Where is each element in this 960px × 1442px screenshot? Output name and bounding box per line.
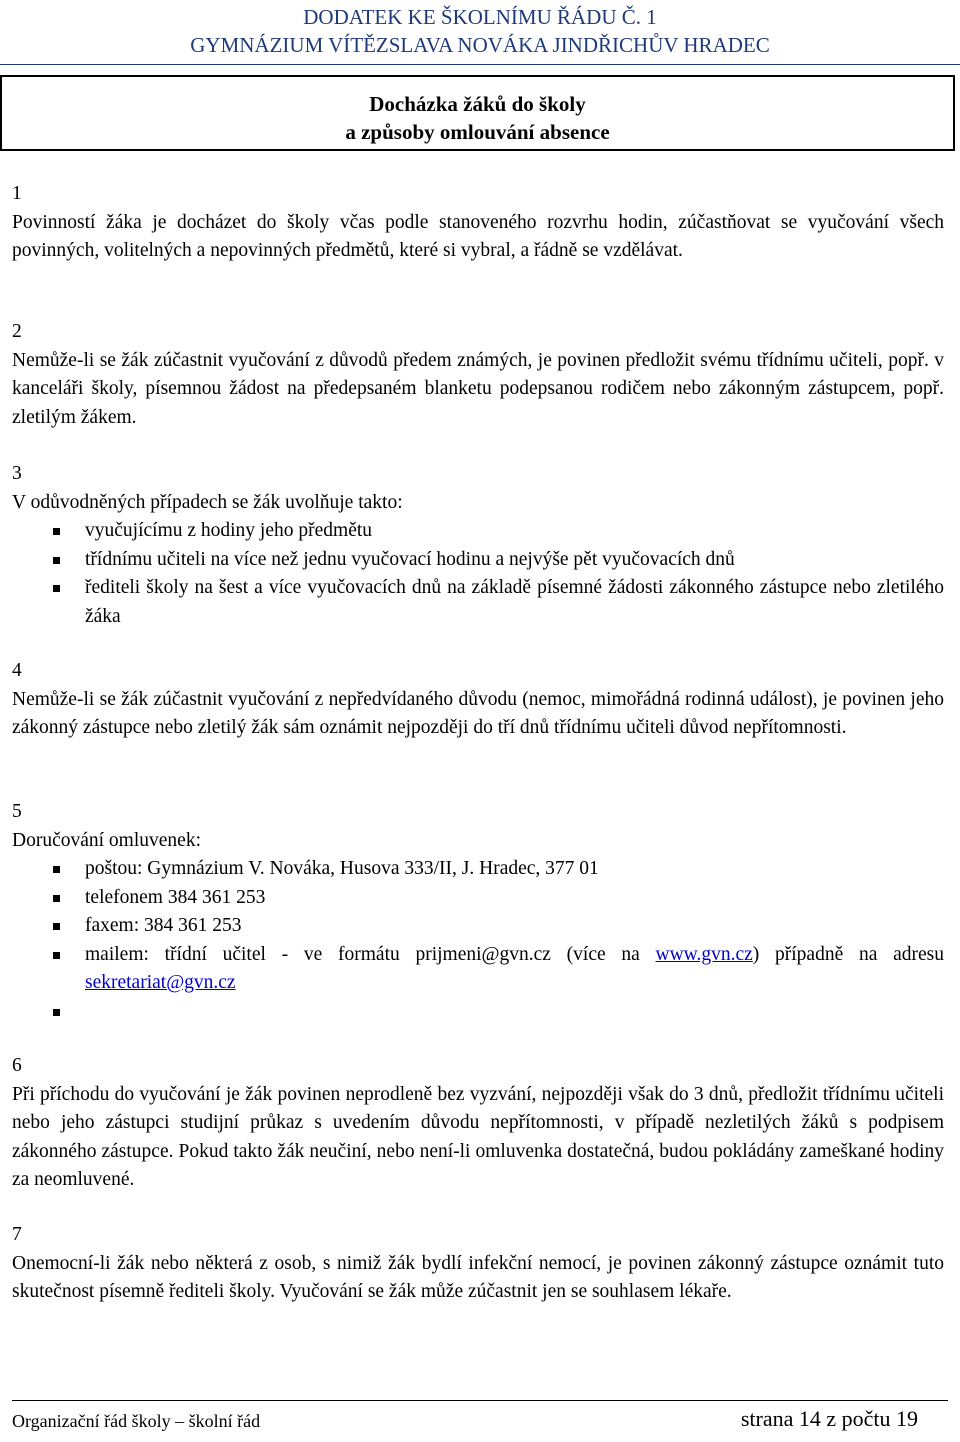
email-link[interactable]: sekretariat@gvn.cz — [85, 972, 236, 993]
square-bullet-icon — [53, 1009, 60, 1016]
square-bullet-icon — [53, 952, 60, 959]
paragraph-2 — [12, 318, 944, 432]
empty-list-item — [12, 998, 944, 1027]
paragraph-intro: V odůvodněných případech se žák uvolňuje takto: — [12, 491, 403, 513]
footer-page-number: strana 14 z počtu 19 — [740, 1406, 918, 1431]
paragraph-1 — [12, 180, 944, 266]
release-list — [12, 517, 944, 631]
square-bullet-icon — [53, 895, 60, 902]
list-item: řediteli školy na šest a více vyučovacích dnů na základě písemné žádosti zákonného zástupce nebo zletilého žáka — [12, 574, 944, 631]
document-header-school: GYMNÁZIUM VÍTĚZSLAVA NOVÁKA JINDŘICHŮV HRADEC — [190, 33, 770, 57]
header-divider — [0, 64, 960, 65]
paragraph-4 — [12, 657, 944, 743]
list-item: vyučujícímu z hodiny jeho předmětu — [12, 517, 944, 546]
paragraph-3 — [12, 460, 944, 631]
title-line-1: Docházka žáků do školy — [369, 92, 586, 116]
square-bullet-icon — [53, 923, 60, 930]
section-number: 2 — [12, 321, 22, 342]
delivery-list — [12, 855, 944, 1026]
square-bullet-icon — [53, 528, 60, 535]
footer-divider — [12, 1400, 948, 1401]
square-bullet-icon — [53, 866, 60, 873]
document-header-title: DODATEK KE ŠKOLNÍMU ŘÁDU Č. 1 — [303, 5, 657, 29]
paragraph-text: Při příchodu do vyučování je žák povinen neprodleně bez vyzvání, nejpozději však do 3 dnů, předložit třídnímu učiteli nebo jeho zástupci studijní průkaz s uvedením důvodu nepřítomnosti, v případě nezletilých žáků s podpisem zákonného zástupce. Pokud takto žák neučiní, nebo není-li omluvenka dostatečná, budou pokládány zameškané hodiny za neomluvené. — [12, 1083, 944, 1190]
paragraph-6 — [12, 1052, 944, 1195]
paragraph-intro: Doručování omluvenek: — [12, 829, 201, 851]
section-number: 1 — [12, 183, 22, 204]
square-bullet-icon — [53, 557, 60, 564]
section-number: 5 — [12, 801, 22, 822]
paragraph-text: Nemůže-li se žák zúčastnit vyučování z důvodů předem známých, je povinen předložit svému třídnímu učiteli, popř. v kanceláři školy, písemnou žádost na předepsaném blanketu podepsanou rodičem nebo zákonným zástupcem, popř. zletilým žákem. — [12, 349, 944, 428]
paragraph-text: Onemocní-li žák nebo některá z osob, s nimiž žák bydlí infekční nemocí, je povinen zákonný zástupce oznámit tuto skutečnost písemně řediteli školy. Vyučování se žák může zúčastnit jen se souhlasem lékaře. — [12, 1252, 944, 1302]
list-item: mailem: třídní učitel - ve formátu prijmeni@gvn.cz (více na www.gvn.cz) případně na adresu sekretariat@gvn.cz — [12, 941, 944, 998]
footer-document-name: Organizační řád školy – školní řád — [12, 1411, 261, 1431]
list-item: třídnímu učiteli na více než jednu vyučovací hodinu a nejvýše pět vyučovacích dnů — [12, 546, 944, 575]
title-line-2: a způsoby omlouvání absence — [345, 120, 610, 144]
section-number: 4 — [12, 660, 22, 681]
list-item: faxem: 384 361 253 — [12, 912, 944, 941]
list-item: telefonem 384 361 253 — [12, 884, 944, 913]
list-item: poštou: Gymnázium V. Nováka, Husova 333/II, J. Hradec, 377 01 — [12, 855, 944, 884]
section-title-box — [0, 75, 955, 151]
website-link[interactable]: www.gvn.cz — [655, 943, 753, 965]
paragraph-text: Nemůže-li se žák zúčastnit vyučování z nepředvídaného důvodu (nemoc, mimořádná rodinná událost), je povinen jeho zákonný zástupce nebo zletilý žák sám oznámit nejpozději do tří dnů třídnímu učiteli důvod nepřítomnosti. — [12, 688, 944, 738]
section-number: 6 — [12, 1055, 22, 1076]
section-number: 7 — [12, 1224, 22, 1245]
paragraph-text: Povinností žáka je docházet do školy včas podle stanoveného rozvrhu hodin, zúčastňovat se vyučování všech povinných, volitelných a nepovinných předmětů, které si vybral, a řádně se vzdělávat. — [12, 211, 944, 261]
paragraph-7 — [12, 1221, 944, 1307]
section-number: 3 — [12, 463, 22, 484]
paragraph-5 — [12, 798, 944, 1026]
square-bullet-icon — [53, 585, 60, 592]
